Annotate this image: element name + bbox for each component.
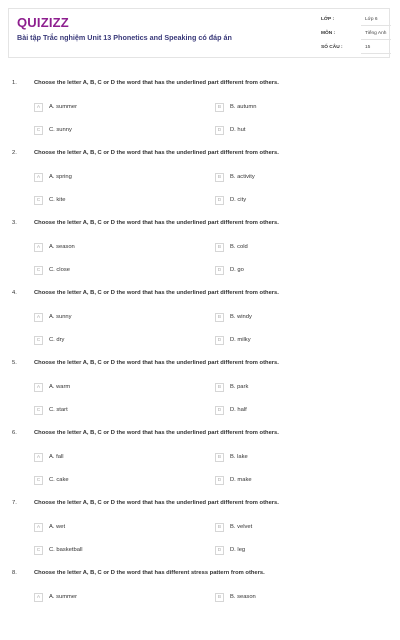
option-a[interactable] xyxy=(34,383,184,395)
option-text: C. dry xyxy=(49,337,65,343)
option-key-box[interactable]: D xyxy=(215,336,224,345)
option-c[interactable] xyxy=(34,266,184,278)
option-key-box[interactable]: A xyxy=(34,593,43,602)
option-key-box[interactable]: B xyxy=(215,173,224,182)
meta-value: Lớp 6 xyxy=(365,17,378,22)
meta-info xyxy=(321,13,391,55)
option-d[interactable] xyxy=(215,336,365,348)
page-title: Bài tập Trắc nghiệm Unit 13 Phonetics and Speaking có đáp án xyxy=(17,33,232,42)
meta-label: MÔN : xyxy=(321,31,336,36)
quizizz-logo: QUIZIZZ xyxy=(17,15,69,30)
option-text: B. windy xyxy=(230,314,252,320)
option-text: A. spring xyxy=(49,174,72,180)
option-b[interactable] xyxy=(215,173,365,185)
option-key-box[interactable]: C xyxy=(34,266,43,275)
option-a[interactable] xyxy=(34,523,184,535)
option-key-box[interactable]: A xyxy=(34,243,43,252)
question-item xyxy=(0,360,400,430)
option-text: D. leg xyxy=(230,547,246,553)
meta-row-class xyxy=(321,13,391,27)
option-key-box[interactable]: A xyxy=(34,313,43,322)
option-key-box[interactable]: C xyxy=(34,476,43,485)
option-b[interactable] xyxy=(215,313,365,325)
option-b[interactable] xyxy=(215,103,365,115)
option-text: D. go xyxy=(230,267,244,273)
option-key-box[interactable]: C xyxy=(34,546,43,555)
option-c[interactable] xyxy=(34,336,184,348)
option-text: A. wet xyxy=(49,524,66,530)
question-number: 5. xyxy=(12,360,17,366)
option-text: A. summer xyxy=(49,104,78,110)
question-item xyxy=(0,220,400,290)
option-text: C. close xyxy=(49,267,70,273)
option-text: C. kite xyxy=(49,197,66,203)
option-key-box[interactable]: C xyxy=(34,336,43,345)
option-key-box[interactable]: B xyxy=(215,313,224,322)
question-text: Choose the letter A, B, C or D the word that has the underlined part different from others. xyxy=(34,430,279,436)
option-key-box[interactable]: C xyxy=(34,126,43,135)
option-key-box[interactable]: D xyxy=(215,266,224,275)
option-text: A. sunny xyxy=(49,314,72,320)
question-number: 7. xyxy=(12,500,17,506)
option-key-box[interactable]: A xyxy=(34,453,43,462)
option-text: A. warm xyxy=(49,384,71,390)
option-c[interactable] xyxy=(34,406,184,418)
option-text: D. milky xyxy=(230,337,251,343)
option-text: C. basketball xyxy=(49,547,83,553)
option-a[interactable] xyxy=(34,313,184,325)
option-d[interactable] xyxy=(215,126,365,138)
option-key-box[interactable]: B xyxy=(215,243,224,252)
option-key-box[interactable]: A xyxy=(34,383,43,392)
question-text: Choose the letter A, B, C or D the word that has the underlined part different from others. xyxy=(34,360,279,366)
option-text: B. season xyxy=(230,594,256,600)
option-b[interactable] xyxy=(215,593,365,605)
option-b[interactable] xyxy=(215,243,365,255)
question-text: Choose the letter A, B, C or D the word that has the underlined part different from others. xyxy=(34,220,279,226)
option-d[interactable] xyxy=(215,546,365,558)
option-c[interactable] xyxy=(34,126,184,138)
option-text: B. cold xyxy=(230,244,248,250)
question-number: 1. xyxy=(12,80,17,86)
question-number: 8. xyxy=(12,570,17,576)
option-b[interactable] xyxy=(215,383,365,395)
option-key-box[interactable]: D xyxy=(215,126,224,135)
option-text: B. lake xyxy=(230,454,248,460)
option-text: C. sunny xyxy=(49,127,72,133)
question-number: 3. xyxy=(12,220,17,226)
option-text: B. park xyxy=(230,384,249,390)
option-c[interactable] xyxy=(34,196,184,208)
option-text: B. autumn xyxy=(230,104,257,110)
option-text: D. hut xyxy=(230,127,246,133)
option-key-box[interactable]: B xyxy=(215,383,224,392)
option-key-box[interactable]: A xyxy=(34,103,43,112)
question-text: Choose the letter A, B, C or D the word that has the underlined part different from others. xyxy=(34,80,279,86)
meta-label: SỐ CÂU : xyxy=(321,45,343,50)
option-c[interactable] xyxy=(34,546,184,558)
option-d[interactable] xyxy=(215,476,365,488)
question-item xyxy=(0,290,400,360)
option-key-box[interactable]: C xyxy=(34,196,43,205)
question-number: 2. xyxy=(12,150,17,156)
option-c[interactable] xyxy=(34,476,184,488)
question-number: 4. xyxy=(12,290,17,296)
option-key-box[interactable]: A xyxy=(34,523,43,532)
option-key-box[interactable]: D xyxy=(215,546,224,555)
option-d[interactable] xyxy=(215,406,365,418)
question-text: Choose the letter A, B, C or D the word that has the underlined part different from others. xyxy=(34,500,279,506)
question-number: 6. xyxy=(12,430,17,436)
option-text: C. start xyxy=(49,407,68,413)
question-text: Choose the letter A, B, C or D the word that has different stress pattern from others. xyxy=(34,570,265,576)
option-text: D. make xyxy=(230,477,252,483)
question-text: Choose the letter A, B, C or D the word that has the underlined part different from others. xyxy=(34,290,279,296)
option-a[interactable] xyxy=(34,103,184,115)
option-key-box[interactable]: B xyxy=(215,593,224,602)
option-b[interactable] xyxy=(215,453,365,465)
option-key-box[interactable]: D xyxy=(215,196,224,205)
question-item xyxy=(0,80,400,150)
question-item xyxy=(0,500,400,570)
option-text: A. summer xyxy=(49,594,78,600)
question-item xyxy=(0,570,400,640)
meta-value: Tiếng Anh xyxy=(365,31,387,36)
option-key-box[interactable]: B xyxy=(215,523,224,532)
option-text: D. city xyxy=(230,197,247,203)
option-text: B. velvet xyxy=(230,524,253,530)
question-item xyxy=(0,430,400,500)
option-b[interactable] xyxy=(215,523,365,535)
option-a[interactable] xyxy=(34,453,184,465)
meta-value: 15 xyxy=(365,45,371,50)
question-item xyxy=(0,150,400,220)
option-text: A. season xyxy=(49,244,75,250)
option-key-box[interactable]: D xyxy=(215,406,224,415)
option-key-box[interactable]: A xyxy=(34,173,43,182)
meta-row-subject xyxy=(321,27,391,41)
option-a[interactable] xyxy=(34,593,184,605)
option-d[interactable] xyxy=(215,196,365,208)
meta-row-count xyxy=(321,41,391,55)
question-text: Choose the letter A, B, C or D the word that has the underlined part different from others. xyxy=(34,150,279,156)
option-a[interactable] xyxy=(34,243,184,255)
option-d[interactable] xyxy=(215,266,365,278)
meta-label: LỚP : xyxy=(321,17,335,22)
option-text: B. activity xyxy=(230,174,255,180)
option-a[interactable] xyxy=(34,173,184,185)
header-card xyxy=(8,8,390,58)
option-text: C. cake xyxy=(49,477,69,483)
option-key-box[interactable]: D xyxy=(215,476,224,485)
option-text: D. half xyxy=(230,407,247,413)
option-key-box[interactable]: B xyxy=(215,103,224,112)
option-key-box[interactable]: B xyxy=(215,453,224,462)
option-key-box[interactable]: C xyxy=(34,406,43,415)
option-text: A. fall xyxy=(49,454,64,460)
